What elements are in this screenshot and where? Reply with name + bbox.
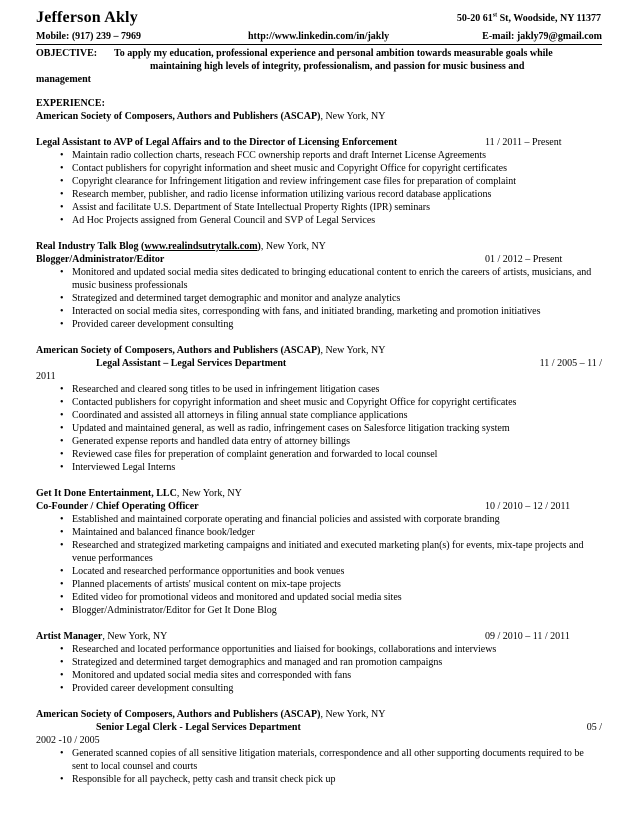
mobile-number: Mobile: (917) 239 – 7969 [36,31,141,42]
job-dates: 05 / [586,722,602,733]
list-item: • Maintained and balanced finance book/ledger [36,526,602,539]
job-title: Co-Founder / Chief Operating Officer [36,501,199,512]
list-item: • Strategized and determined target demographic and monitor and analyze analytics [36,292,602,305]
address-number: 50-20 61 [456,13,493,24]
list-item: • Interacted on social media sites, corresponding with fans, and initiated branding, marketing and promotion initiatives [36,305,602,318]
job-bullets [36,513,602,617]
job-title-dept: – Legal Services Department [160,358,287,369]
job-title-line [36,253,602,266]
list-item: • Generated expense reports and handled data entry of attorney billings [36,435,602,448]
job-location: , New York, NY [102,631,168,642]
job-location: , New York, NY [320,345,386,356]
list-item: • Provided career development consulting [36,318,602,331]
list-item: • Researched and strategized marketing campaigns and initiated and executed marketing plan(s) for events, mix-tape projects and venue performances [36,539,602,565]
list-item: • Established and maintained corporate operating and financial policies and assisted with corporate branding [36,513,602,526]
job-dates: 01 / 2012 – Present [485,254,563,265]
list-item: • Researched and located performance opportunities and liaised for bookings, collaborations and interviews [36,643,602,656]
job-org-line [36,110,602,123]
objective-line-2: maintaining high levels of integrity, professionalism, and passion for music business and [150,61,525,72]
blog-link[interactable]: www.realindsutrytalk.com [144,241,258,252]
job-title: Legal Assistant to AVP of Legal Affairs and to the Director of Licensing Enforcement [36,137,398,148]
job-title-line [36,500,602,513]
list-item: • Edited video for promotional videos and monitored and updated social media sites [36,591,602,604]
job-dates: 11 / 2011 – Present [485,137,562,148]
job-org: Artist Manager [36,631,103,642]
experience-heading: EXPERIENCE: [36,98,105,109]
address-suffix: st [492,12,498,19]
job-org: Real Industry Talk Blog [36,241,139,252]
job-bullets [36,383,602,474]
objective-line-3: management [36,74,91,85]
list-item: • Research member, publisher, and radio license information utilizing various record database applications [36,188,602,201]
contact-row [36,30,602,45]
list-item: • Copyright clearance for Infringement litigation and review infringement case files for preparation of complaint [36,175,602,188]
job-location: , New York, NY [260,241,326,252]
job-location: , New York, NY [320,709,386,720]
job-title-line [36,136,602,149]
list-item: • Monitored and updated social media sites dedicated to bringing educational content to enrich the careers of artists, musicians, and music business professionals [36,266,602,292]
list-item: • Researched and cleared song titles to be used in infringement litigation cases [36,383,602,396]
job-location: , New York, NY [320,111,386,122]
job-org: Get It Done Entertainment, LLC [36,488,177,499]
list-item: • Generated scanned copies of all sensitive litigation materials, correspondence and all other supporting documents required to be sent to local counsel and courts [36,747,602,773]
email-address[interactable]: E-mail: jakly79@gmail.com [482,31,602,42]
objective-line-1: To apply my education, professional experience and personal ambition towards measurable goals while [114,48,553,59]
list-item: • Strategized and determined target demographics and managed and ran promotion campaigns [36,656,602,669]
job-bullets [36,747,602,786]
objective-label: OBJECTIVE: [36,48,98,59]
list-item: • Interviewed Legal Interns [36,461,602,474]
job-title: Senior Legal Clerk - Legal Services Department [96,722,301,733]
job-bullets [36,149,602,227]
list-item: • Contact publishers for copyright information and sheet music and Copyright Office for copyright certificates [36,162,602,175]
address-rest: St, Woodside, NY 11377 [497,13,601,24]
list-item: • Maintain radio collection charts, reseach FCC ownership reports and draft Internet License Agreements [36,149,602,162]
list-item: • Blogger/Administrator/Editor for Get It Done Blog [36,604,602,617]
job-org-line: Real Industry Talk Blog (www.realindsutrytalk.com), New York, NY [36,241,326,252]
job-org: American Society of Composers, Authors and Publishers (ASCAP) [36,345,321,356]
job-dates: 11 / 2005 – 11 / [539,358,602,369]
job-org: American Society of Composers, Authors and Publishers (ASCAP) [36,111,321,122]
list-item: • Ad Hoc Projects assigned from General Council and SVP of Legal Services [36,214,602,227]
job-title: Blogger/Administrator/Editor [36,254,165,265]
job-location: , New York, NY [176,488,242,499]
job-org-line [36,344,602,357]
job-org: American Society of Composers, Authors and Publishers (ASCAP) [36,709,321,720]
list-item: • Reviewed case files for preperation of complaint generation and forwarded to local counsel [36,448,602,461]
job-dates-wrap: 2002 -10 / 2005 [36,735,100,746]
list-item: • Provided career development consulting [36,682,602,695]
job-org-line [36,630,602,643]
list-item: • Located and researched performance opportunities and book venues [36,565,602,578]
list-item: • Coordinated and assisted all attorneys in filing annual state compliance applications [36,409,602,422]
job-org-line [36,487,602,500]
job-dates-wrap: 2011 [36,371,56,382]
list-item: • Contacted publishers for copyright information and sheet music and Copyright Office for copyright certificates [36,396,602,409]
linkedin-link[interactable]: http://www.linkedin.com/in/jakly [248,31,390,42]
candidate-name: Jefferson Akly [36,9,138,26]
experience-section [36,97,602,786]
job-dates: 10 / 2010 – 12 / 2011 [485,501,571,512]
list-item: • Responsible for all paycheck, petty cash and transit check pick up [36,773,602,786]
job-title-line [36,721,602,734]
job-title-line [36,357,602,370]
list-item: • Updated and maintained general, as well as radio, infringement cases on Salesforce litigation tracking system [36,422,602,435]
list-item: • Planned placements of artists' musical content on mix-tape projects [36,578,602,591]
job-dates: 09 / 2010 – 11 / 2011 [485,631,570,642]
job-bullets [36,266,602,331]
list-item: • Assist and facilitate U.S. Department of State Intellectual Property Rights (IPR) seminars [36,201,602,214]
list-item: • Monitored and updated social media sites and corresponded with fans [36,669,602,682]
address [457,13,601,24]
job-org-line [36,708,602,721]
job-title: Legal Assistant [96,358,161,369]
job-bullets [36,643,602,695]
